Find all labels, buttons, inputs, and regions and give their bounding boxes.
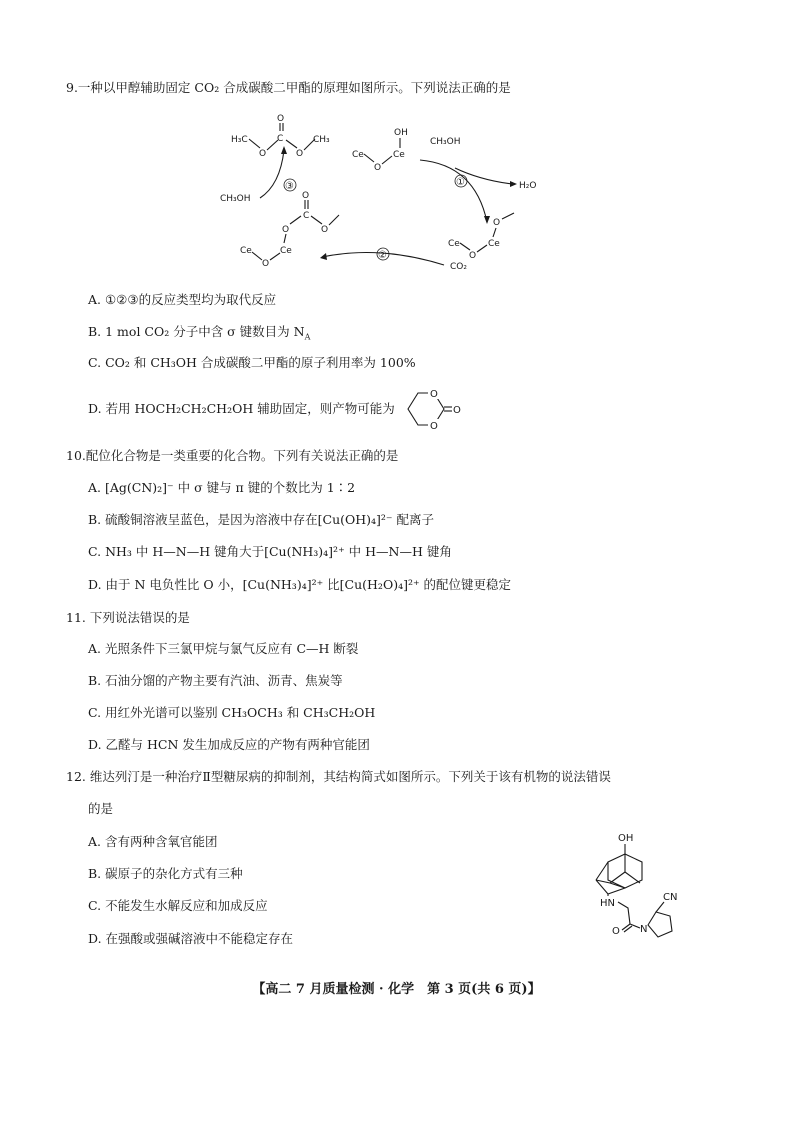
ce-oh-species: [352, 128, 408, 173]
structure-oh: OH: [618, 833, 634, 844]
step2-label: ②: [378, 250, 387, 261]
ce-right-3: Ce: [280, 246, 292, 256]
q12-option-d: D. 在强酸或强碱溶液中不能稳定存在: [88, 931, 294, 946]
q9-option-b: B. 1 mol CO₂ 分子中含 σ 键数目为 $N_A$: [88, 324, 311, 342]
dmc-o2: O: [296, 149, 304, 159]
q10-stem: 10.配位化合物是一类重要的化合物。下列有关说法正确的是: [66, 448, 399, 463]
q10-option-a: A. [Ag(CN)₂]⁻ 中 σ 键与 π 键的个数比为 1∶2: [88, 480, 356, 495]
dmc-o1: O: [259, 149, 267, 159]
q12-option-c: C. 不能发生水解反应和加成反应: [88, 898, 268, 913]
dmc-c: C: [277, 134, 284, 144]
step3-label: ③: [285, 181, 294, 192]
ce-right-2: Ce: [488, 239, 500, 249]
q10-option-b: B. 硫酸铜溶液呈蓝色，是因为溶液中存在[Cu(OH)₄]²⁻ 配离子: [88, 512, 434, 527]
q12-option-b: B. 碳原子的杂化方式有三种: [88, 866, 243, 881]
q9-option-d: D. 若用 HOCH₂CH₂CH₂OH 辅助固定，则产物可能为: [88, 401, 395, 416]
ce-oh-label: OH: [394, 128, 408, 138]
page-footer: 【高二 7 月质量检测 · 化学 第 3 页(共 6 页)】: [252, 982, 541, 997]
ring-o-bottom: O: [430, 421, 438, 432]
dmc-h3c: H₃C: [231, 135, 248, 145]
q10-option-c: C. NH₃ 中 H—N—H 键角大于[Cu(NH₃)₄]²⁺ 中 H—N—H 键角: [88, 544, 452, 559]
ce-bridge-o-3: O: [262, 259, 270, 269]
q9-stem: 9.一种以甲醇辅助固定 CO₂ 合成碳酸二甲酯的原理如图所示。下列说法正确的是: [66, 80, 511, 95]
q9-option-c: C. CO₂ 和 CH₃OH 合成碳酸二甲酯的原子利用率为 100%: [88, 355, 416, 370]
q12-stem-continued: 的是: [88, 801, 114, 816]
ce-methoxy-species: [448, 213, 514, 272]
structure-cn: CN: [663, 892, 678, 903]
ce-bridge-o-2: O: [469, 251, 477, 261]
ce-left-3: Ce: [240, 246, 252, 256]
methoxy-o: O: [493, 218, 501, 228]
int-o-ce: O: [282, 225, 290, 235]
q12-option-a: A. 含有两种含氧官能团: [88, 834, 218, 849]
q11-option-c: C. 用红外光谱可以鉴别 CH₃OCH₃ 和 CH₃CH₂OH: [88, 705, 376, 720]
q12-stem: 12. 维达列汀是一种治疗Ⅱ型糖尿病的抑制剂，其结构简式如图所示。下列关于该有机物的说法错误: [66, 769, 611, 784]
ce-bridge-o-1: O: [374, 163, 382, 173]
dmc-o-carbonyl: O: [277, 114, 285, 124]
ce-left-1: Ce: [352, 150, 364, 160]
q9-option-a: A. ①②③的反应类型均为取代反应: [88, 292, 277, 307]
int-c: C: [303, 211, 310, 221]
step1-label: ①: [456, 177, 465, 188]
vildagliptin-structure: [580, 828, 700, 943]
ch3oh-reactant-left: CH₃OH: [220, 194, 251, 204]
int-o-methyl: O: [321, 225, 329, 235]
structure-o: O: [612, 926, 620, 937]
int-o-carbonyl: O: [302, 191, 310, 201]
q10-option-d: D. 由于 N 电负性比 O 小，[Cu(NH₃)₄]²⁺ 比[Cu(H₂O)₄]²⁺ 的配位键更稳定: [88, 577, 512, 592]
ce-left-2: Ce: [448, 239, 460, 249]
ce-right-1: Ce: [393, 150, 405, 160]
q11-option-a: A. 光照条件下三氯甲烷与氯气反应有 C—H 断裂: [88, 641, 359, 656]
q9-option-b-subscript: A: [304, 332, 311, 342]
structure-hn: HN: [600, 898, 615, 909]
dmc-ch3: CH₃: [313, 135, 330, 145]
q11-option-d: D. 乙醛与 HCN 发生加成反应的产物有两种官能团: [88, 737, 370, 752]
structure-n: N: [640, 924, 648, 935]
q9-cycle-diagram: [0, 0, 793, 300]
cyclic-carbonate-structure: [400, 388, 470, 430]
q11-option-b: B. 石油分馏的产物主要有汽油、沥青、焦炭等: [88, 673, 343, 688]
ring-o-carbonyl: O: [453, 405, 461, 416]
co2-reactant: CO₂: [450, 262, 467, 272]
step1-arrow: [420, 160, 487, 222]
ch3oh-reactant-right: CH₃OH: [430, 137, 461, 147]
q11-stem: 11. 下列说法错误的是: [66, 610, 190, 625]
dimethyl-carbonate-structure: [231, 114, 330, 159]
h2o-product: H₂O: [519, 181, 537, 191]
ring-o-top: O: [430, 389, 438, 400]
